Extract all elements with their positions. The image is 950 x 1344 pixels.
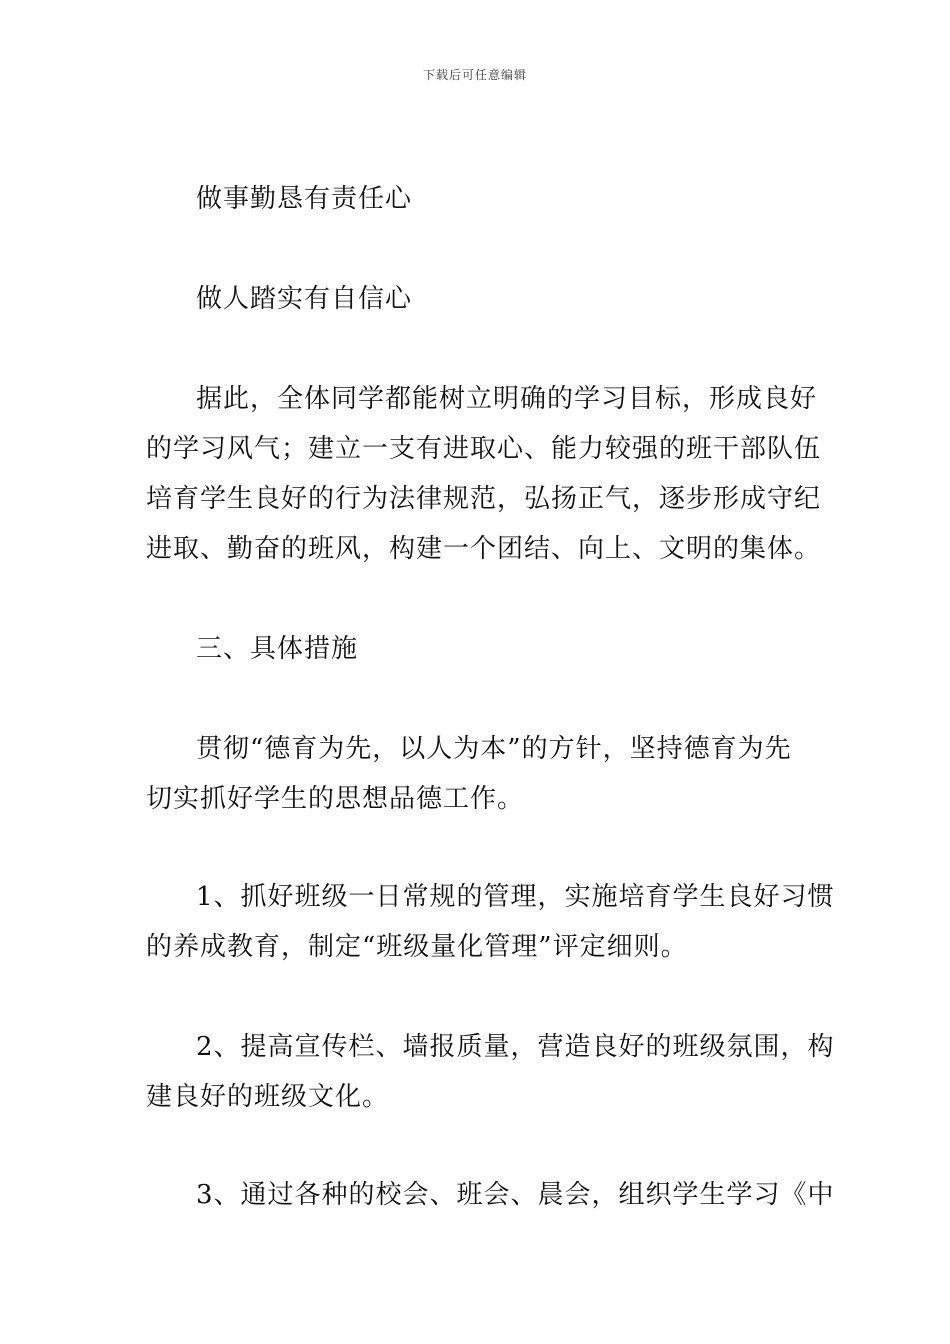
list-item-2-line: 建良好的班级文化。 — [146, 1082, 390, 1112]
paragraph-line: 据此，全体同学都能树立明确的学习目标，形成良好 — [196, 384, 818, 414]
motto-line-1: 做事勤恳有责任心 — [196, 184, 413, 214]
paragraph-line: 培育学生良好的行为法律规范，弘扬正气，逐步形成守纪 — [146, 484, 822, 514]
list-item-1-line: 1、抓好班级一日常规的管理，实施培育学生良好习惯 — [196, 882, 835, 912]
paragraph-line: 进取、勤奋的班风，构建一个团结、向上、文明的集体。 — [146, 534, 822, 564]
list-item-1-line: 的养成教育，制定“班级量化管理”评定细则。 — [146, 932, 688, 962]
motto-line-2: 做人踏实有自信心 — [196, 284, 413, 314]
paragraph-line: 的学习风气；建立一支有进取心、能力较强的班干部队伍 — [146, 434, 822, 464]
paragraph-line: 切实抓好学生的思想品德工作。 — [146, 784, 525, 814]
page-header: 下载后可任意编辑 — [422, 68, 527, 82]
list-item-3-line: 3、通过各种的校会、班会、晨会，组织学生学习《中 — [196, 1180, 835, 1210]
section-heading: 三、具体措施 — [196, 634, 359, 664]
paragraph-line: 贯彻“德育为先，以人为本”的方针，坚持德育为先 — [196, 734, 792, 764]
list-item-2-line: 2、提高宣传栏、墙报质量，营造良好的班级氛围，构 — [196, 1032, 835, 1062]
